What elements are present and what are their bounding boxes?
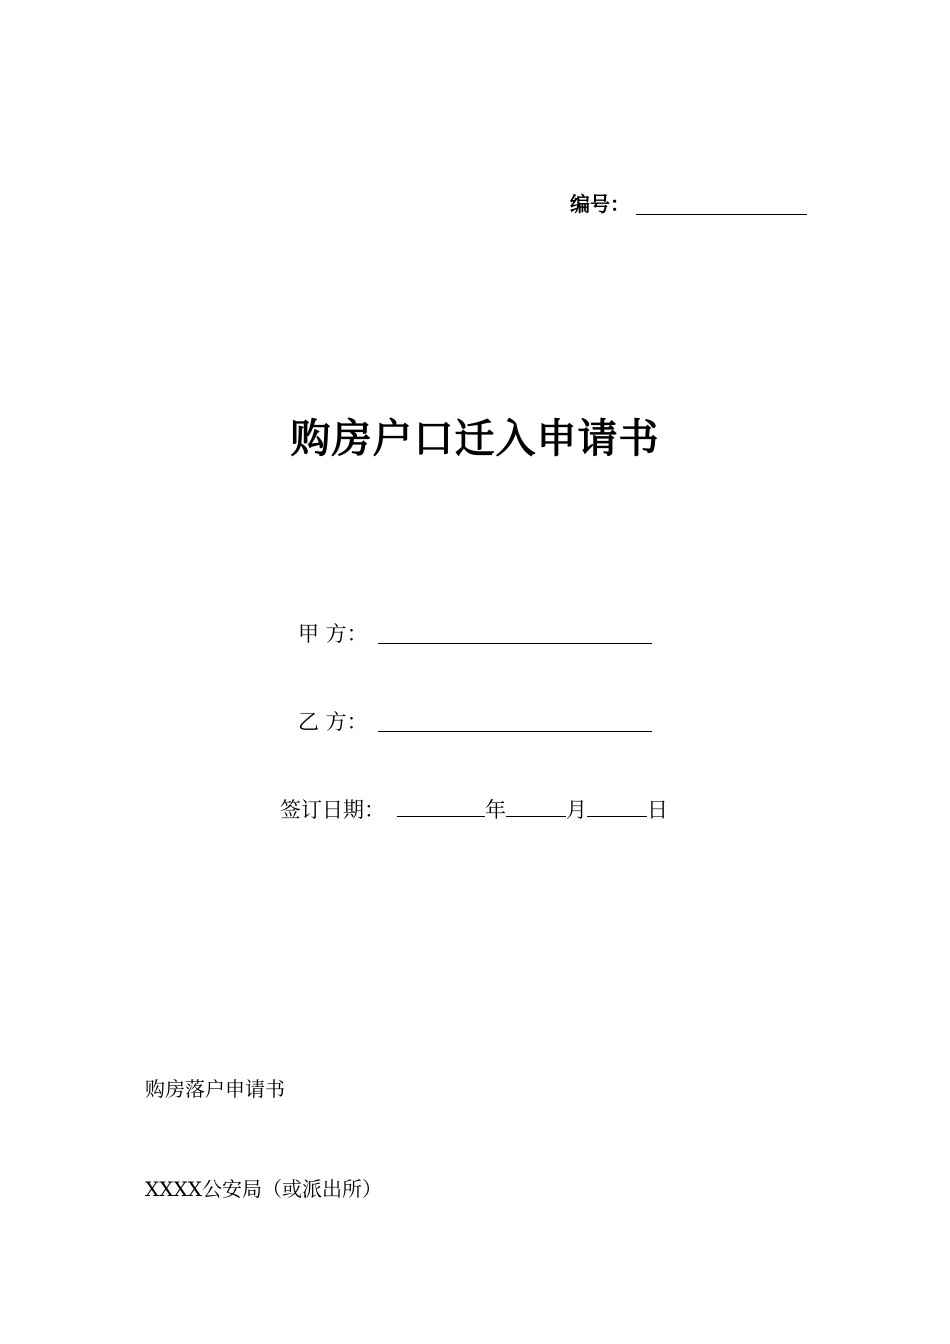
year-label: 年 (485, 798, 506, 822)
document-title: 购房户口迁入申请书 (290, 416, 660, 462)
addressee: XXXX公安局（或派出所） (145, 1177, 382, 1201)
day-blank (587, 796, 647, 817)
month-label: 月 (566, 798, 587, 822)
sign-date-row (280, 795, 668, 825)
party-b-label: 乙 方： (298, 710, 368, 734)
month-blank (506, 796, 566, 817)
serial-number-blank (636, 214, 807, 215)
day-label: 日 (647, 798, 668, 822)
year-blank (397, 796, 485, 817)
party-a-blank (378, 643, 652, 644)
party-a-label: 甲 方： (298, 622, 368, 646)
party-b-blank (378, 731, 652, 732)
sign-date-label: 签订日期： (280, 798, 385, 822)
content-heading: 购房落户申请书 (145, 1077, 285, 1101)
serial-number-label: 编号： (570, 192, 630, 216)
